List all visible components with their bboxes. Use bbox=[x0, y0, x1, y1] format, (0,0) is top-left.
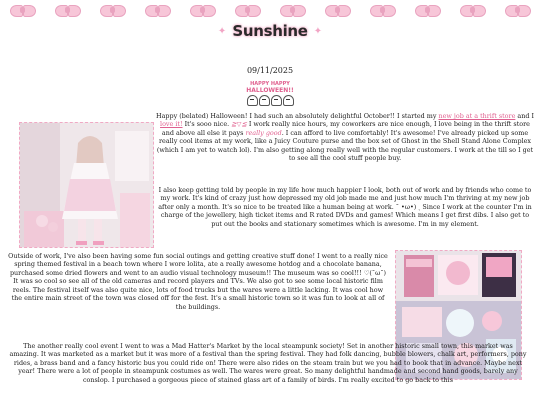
ghost-icons bbox=[244, 95, 296, 106]
ghost-icon bbox=[259, 95, 270, 106]
badge-line1: HAPPY HAPPY bbox=[250, 81, 290, 87]
smiley-emoticon-icon: ≧▽≦ bbox=[231, 120, 247, 129]
really-good-text: really good bbox=[245, 128, 282, 137]
post-paragraph-1: Happy (belated) Halloween! I had such an absolutely delightful October!! I started my new job at a thrift store and I love it! It's sooo nice. ≧▽≦ I work really nice hours, my coworkers are nice enough, I love being in the thrift store and above all else it pays really good. I can afford to live comfortably! It's awesome! I've already picked up some really cool items at my work, like a Juicy Couture purse and the box set of Ghost in the Shell Stand Alone Complex (which I am yet to watch lol). I'm also getting along really well with the regular customers. I work at the till so I get to see all the cool stuff people buy. bbox=[156, 112, 534, 163]
bow-icon bbox=[505, 4, 531, 16]
badge-line2: HALLOWEEN!! bbox=[246, 87, 294, 94]
post-paragraph-2: I also keep getting told by people in my life how much happier I look, both out of work and by friends who come to my work. It's kind of crazy just how depressed my old job made me and just how much I'm thriving at my new job after only a month. It's so nice to be treated like a human being at work. ˘ •ω•) ˎ Since I work at the counter I'm in charge of the jewellery, high ticket items and R rated DVDs and games! Which means I get first dibs. I also get to put out the books and stationary sometimes which is awesome. I'm in my element. bbox=[158, 186, 532, 228]
page-title-area bbox=[0, 22, 540, 40]
bow-icon bbox=[100, 4, 126, 16]
halloween-badge bbox=[244, 81, 296, 107]
post-paragraph-3: Outside of work, I've also been having some fun social outings and getting creative stuff done! I went to a really nice spring themed festival in a beach town where I wore lolita, ate a really awesome hotdog and a chocolate banana, purchased some dried flowers and went to an audio visual technology museum!! The museum was so cool!!! ♡(˘ω˘) It was so cool so see all of the old cameras and record players and TVs. We also got to see some local historic film reels. The festival itself was also quite nice, lots of food trucks but the wares were a little lacking. It was cool how the entire main street of the town was closed off for the fest. It's a small historic town so it was fun to look at all of the buildings. bbox=[8, 252, 388, 311]
bow-icon bbox=[415, 4, 441, 16]
new-job-link[interactable]: new job at a thrift store bbox=[438, 112, 516, 120]
bow-icon bbox=[190, 4, 216, 16]
bow-icon bbox=[460, 4, 486, 16]
post-date: 09/11/2025 bbox=[246, 66, 294, 75]
bow-icon bbox=[370, 4, 396, 16]
ghost-icon bbox=[271, 95, 282, 106]
sparkle-icon: ✦ bbox=[313, 25, 323, 37]
ghost-icon bbox=[283, 95, 294, 106]
bow-icon bbox=[145, 4, 171, 16]
photo-girl-room bbox=[19, 122, 154, 248]
ghost-icon bbox=[247, 95, 258, 106]
bow-border-top bbox=[0, 3, 540, 17]
page-title: Sunshine bbox=[232, 22, 308, 40]
bow-icon bbox=[10, 4, 36, 16]
bow-icon bbox=[55, 4, 81, 16]
photo-girl-room-image bbox=[20, 123, 153, 247]
sparkle-icon: ✦ bbox=[217, 25, 227, 37]
bow-icon bbox=[325, 4, 351, 16]
bow-icon bbox=[280, 4, 306, 16]
post-paragraph-4: The another really cool event I went to was a Mad Hatter's Market by the local steampunk society! Set in another historic small town, this market was amazing. It was marketed as a market but it was more of a festival than the spring festival. They had folk dancing, bubble blowers, chalk art, performers, pony rides, a brass band and a fancy historic bus you could ride on! There were also rides on the steam train but we you had to book that in advance. Maybe next year! There were a lot of people in steampunk costumes as well. The wares were great. So many delightful handmade and second hand goods, barely any conslop. I purchased a gorgeous piece of stained glass art of a family of birds. I'm really excited to go back to this bbox=[9, 342, 527, 384]
love-it-link[interactable]: love it! bbox=[160, 120, 183, 129]
bow-icon bbox=[235, 4, 261, 16]
